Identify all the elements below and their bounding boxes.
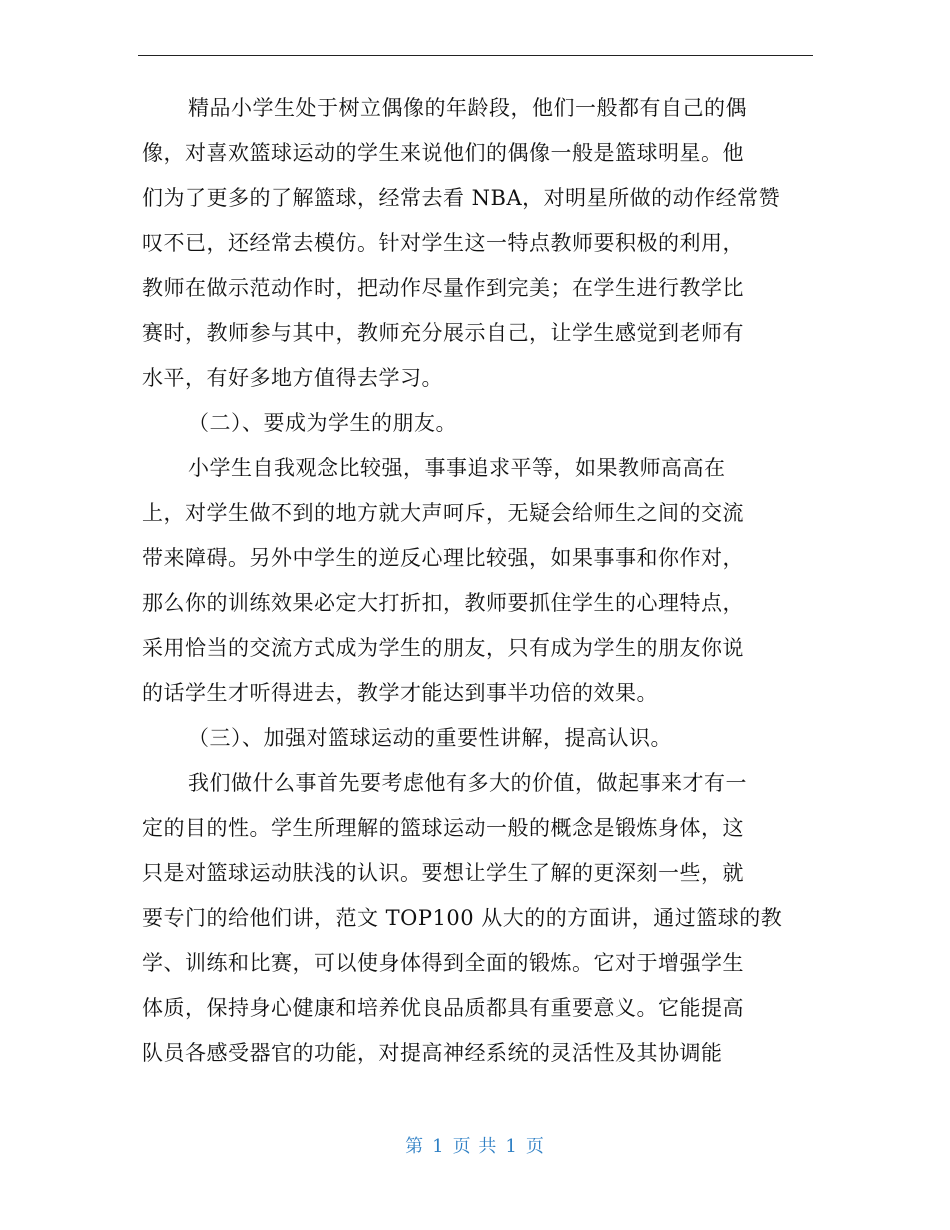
paragraph-line: 的话学生才听得进去，教学才能达到事半功倍的效果。 (142, 681, 658, 705)
footer-total-pages: 1 (505, 1136, 518, 1157)
paragraph-line: 采用恰当的交流方式成为学生的朋友，只有成为学生的朋友你说 (142, 636, 744, 660)
footer-suffix: 页 (525, 1136, 545, 1157)
paragraph-line: 队员各感受器官的功能，对提高神经系统的灵活性及其协调能 (142, 1041, 723, 1065)
paragraph-line: 学、训练和比赛，可以使身体得到全面的锻炼。它对于增强学生 (142, 951, 744, 975)
paragraph-line: 叹不已，还经常去模仿。针对学生这一特点教师要积极的利用， (142, 231, 744, 255)
paragraph-line: 体质，保持身心健康和培养优良品质都具有重要意义。它能提高 (142, 996, 744, 1020)
paragraph-line: 小学生自我观念比较强，事事追求平等，如果教师高高在 (188, 456, 726, 480)
paragraph-line: 像，对喜欢篮球运动的学生来说他们的偶像一般是篮球明星。他 (142, 141, 744, 165)
paragraph-line: 带来障碍。另外中学生的逆反心理比较强，如果事事和你作对， (142, 546, 744, 570)
paragraph-line: 我们做什么事首先要考虑他有多大的价值，做起事来才有一 (188, 771, 747, 795)
paragraph-line: 水平，有好多地方值得去学习。 (142, 366, 443, 390)
paragraph-line: 精品小学生处于树立偶像的年龄段，他们一般都有自己的偶 (188, 96, 747, 120)
paragraph-line: 要专门的给他们讲，范文 TOP100 从大的的方面讲，通过篮球的教 (142, 906, 783, 930)
paragraph-line: 赛时，教师参与其中，教师充分展示自己，让学生感觉到老师有 (142, 321, 744, 345)
document-body (142, 86, 814, 1076)
paragraph-line: 只是对篮球运动肤浅的认识。要想让学生了解的更深刻一些，就 (142, 861, 744, 885)
section-heading: （二）、要成为学生的朋友。 (188, 411, 457, 435)
paragraph-line: 教师在做示范动作时，把动作尽量作到完美；在学生进行教学比 (142, 276, 744, 300)
section-heading: （三）、加强对篮球运动的重要性讲解，提高认识。 (188, 726, 672, 750)
paragraph-line: 定的目的性。学生所理解的篮球运动一般的概念是锻炼身体，这 (142, 816, 744, 840)
body-paragraph (142, 86, 814, 401)
body-paragraph (142, 761, 814, 1076)
paragraph-line: 那么你的训练效果必定大打折扣，教师要抓住学生的心理特点， (142, 591, 744, 615)
footer-prefix: 第 (405, 1136, 425, 1157)
page-footer (0, 1132, 950, 1158)
body-paragraph (142, 446, 814, 716)
paragraph-line: 们为了更多的了解篮球，经常去看 NBA，对明星所做的动作经常赞 (142, 186, 781, 210)
footer-middle: 页 共 (452, 1136, 498, 1157)
header-rule (138, 55, 813, 56)
footer-page-number: 1 (432, 1136, 445, 1157)
paragraph-line: 上，对学生做不到的地方就大声呵斥，无疑会给师生之间的交流 (142, 501, 744, 525)
